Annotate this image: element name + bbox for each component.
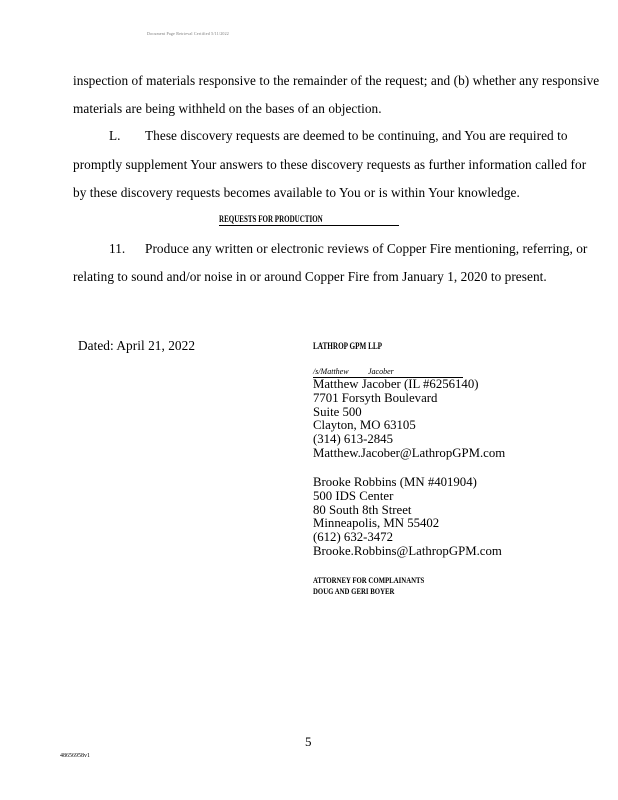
page-number: 5 bbox=[305, 734, 312, 749]
attorney-2-line: Minneapolis, MN 55402 bbox=[313, 516, 440, 531]
attorney-2-line: 80 South 8th Street bbox=[313, 502, 412, 517]
attorney-for-line: ATTORNEY FOR COMPLAINANTS bbox=[313, 575, 425, 585]
attorney-for-block bbox=[313, 575, 424, 597]
header-stamp: Document Page Retrieval Certified 5/11/2022 bbox=[147, 31, 229, 36]
attorney-1-email: Matthew.Jacober@LathropGPM.com bbox=[313, 445, 506, 460]
dated-line: Dated: April 21, 2022 bbox=[78, 338, 196, 353]
heading-underline bbox=[219, 225, 399, 226]
attorney-2-block bbox=[313, 476, 502, 559]
attorney-for-line: DOUG AND GERI BOYER bbox=[313, 586, 395, 596]
attorney-1-line: Matthew Jacober (IL #6256140) bbox=[313, 377, 479, 391]
signature-prefix: /s/Matthew bbox=[313, 367, 349, 376]
body-line: inspection of materials responsive to the remainder of the request; and (b) whether any responsive bbox=[73, 73, 600, 88]
firm-name: LATHROP GPM LLP bbox=[313, 341, 383, 351]
request-number: 11. bbox=[109, 241, 126, 256]
attorney-1-block bbox=[313, 378, 505, 461]
attorney-1-line: (314) 613-2845 bbox=[313, 432, 393, 447]
body-line: Produce any written or electronic reviews of Copper Fire mentioning, referring, or bbox=[145, 241, 588, 256]
signature-surname: Jacober bbox=[368, 367, 394, 376]
attorney-2-line: 500 IDS Center bbox=[313, 488, 394, 503]
body-line: promptly supplement Your answers to these discovery requests as further information called for bbox=[73, 157, 587, 172]
attorney-1-line: 7701 Forsyth Boulevard bbox=[313, 390, 438, 405]
body-line: relating to sound and/or noise in or around Copper Fire from January 1, 2020 to present. bbox=[73, 269, 547, 284]
attorney-2-line: Brooke Robbins (MN #401904) bbox=[313, 475, 477, 489]
body-line: These discovery requests are deemed to be continuing, and You are required to bbox=[145, 128, 568, 143]
attorney-1-line: Clayton, MO 63105 bbox=[313, 418, 416, 433]
attorney-1-line: Suite 500 bbox=[313, 404, 362, 419]
document-id: 48656958v1 bbox=[60, 753, 90, 759]
attorney-2-line: (612) 632-3472 bbox=[313, 530, 393, 545]
body-line: by these discovery requests becomes available to You or is within Your knowledge. bbox=[73, 185, 520, 200]
attorney-2-email: Brooke.Robbins@LathropGPM.com bbox=[313, 543, 502, 558]
paragraph-label: L. bbox=[109, 128, 121, 143]
section-heading: REQUESTS FOR PRODUCTION bbox=[219, 214, 323, 224]
body-line: materials are being withheld on the bases of an objection. bbox=[73, 101, 382, 116]
